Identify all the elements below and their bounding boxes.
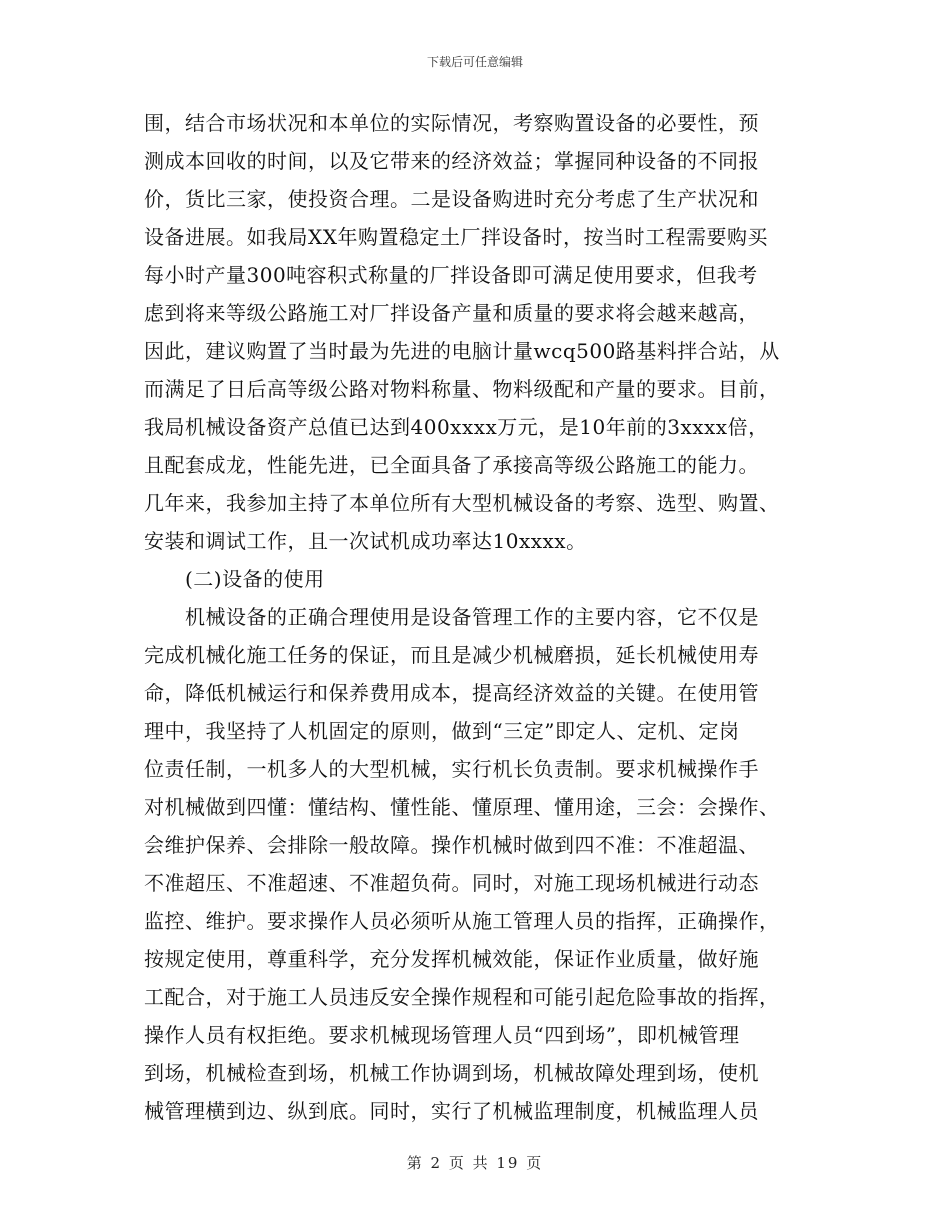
text-line: 理中，我坚持了人机固定的原则，做到“三定”即定人、定机、定岗: [144, 719, 740, 743]
document-body: [144, 104, 814, 1130]
text-line: 监控、维护。要求操作人员必须听从施工管理人员的指挥，正确操作，: [144, 909, 780, 933]
text-line: 每小时产量300吨容积式称量的厂拌设备即可满足使用要求，但我考: [144, 263, 758, 287]
text-line: 会维护保养、会排除一般故障。操作机械时做到四不准：不准超温、: [144, 833, 759, 857]
text-line: 因此，建议购置了当时最为先进的电脑计量wcq500路基料拌合站，从: [144, 339, 780, 363]
text-line: 到场，机械检查到场，机械工作协调到场，机械故障处理到场，使机: [144, 1061, 759, 1085]
text-line: 而满足了日后高等级公路对物料称量、物料级配和产量的要求。目前，: [144, 377, 780, 401]
text-line: 对机械做到四懂：懂结构、懂性能、懂原理、懂用途，三会：会操作、: [144, 795, 780, 819]
text-line: 价，货比三家，使投资合理。二是设备购进时充分考虑了生产状况和: [144, 187, 759, 211]
text-line: 按规定使用，尊重科学，充分发挥机械效能，保证作业质量，做好施: [144, 947, 759, 971]
text-line: 设备进展。如我局XX年购置稳定土厂拌设备时，按当时工程需要购买: [144, 225, 768, 249]
text-line: 完成机械化施工任务的保证，而且是减少机械磨损，延长机械使用寿: [144, 643, 759, 667]
text-line: 虑到将来等级公路施工对厂拌设备产量和质量的要求将会越来越高，: [144, 301, 759, 325]
text-line: 我局机械设备资产总值已达到400xxxx万元，是10年前的3xxxx倍，: [144, 415, 769, 439]
text-line: 围，结合市场状况和本单位的实际情况，考察购置设备的必要性，预: [144, 111, 759, 135]
text-line: 操作人员有权拒绝。要求机械现场管理人员“四到场”，即机械管理: [144, 1023, 740, 1047]
text-line: 位责任制，一机多人的大型机械，实行机长负责制。要求机械操作手: [144, 757, 759, 781]
text-line: 测成本回收的时间，以及它带来的经济效益；掌握同种设备的不同报: [144, 149, 759, 173]
text-line: 不准超压、不准超速、不准超负荷。同时，对施工现场机械进行动态: [144, 871, 759, 895]
section-heading: (二)设备的使用: [185, 567, 325, 591]
text-line: 且配套成龙，性能先进，已全面具备了承接高等级公路施工的能力。: [144, 453, 759, 477]
text-line: 安装和调试工作，且一次试机成功率达10xxxx。: [144, 529, 587, 553]
page-footer: 第 2 页 共 19 页: [406, 1154, 544, 1172]
text-line: 命，降低机械运行和保养费用成本，提高经济效益的关键。在使用管: [144, 681, 759, 705]
text-line: 工配合，对于施工人员违反安全操作规程和可能引起危险事故的指挥，: [144, 985, 780, 1009]
paragraph-first-line: 机械设备的正确合理使用是设备管理工作的主要内容，它不仅是: [185, 605, 759, 629]
page-header: 下载后可任意编辑: [426, 55, 523, 69]
text-line: 几年来，我参加主持了本单位所有大型机械设备的考察、选型、购置、: [144, 491, 780, 515]
text-line: 械管理横到边、纵到底。同时，实行了机械监理制度，机械监理人员: [144, 1099, 759, 1123]
